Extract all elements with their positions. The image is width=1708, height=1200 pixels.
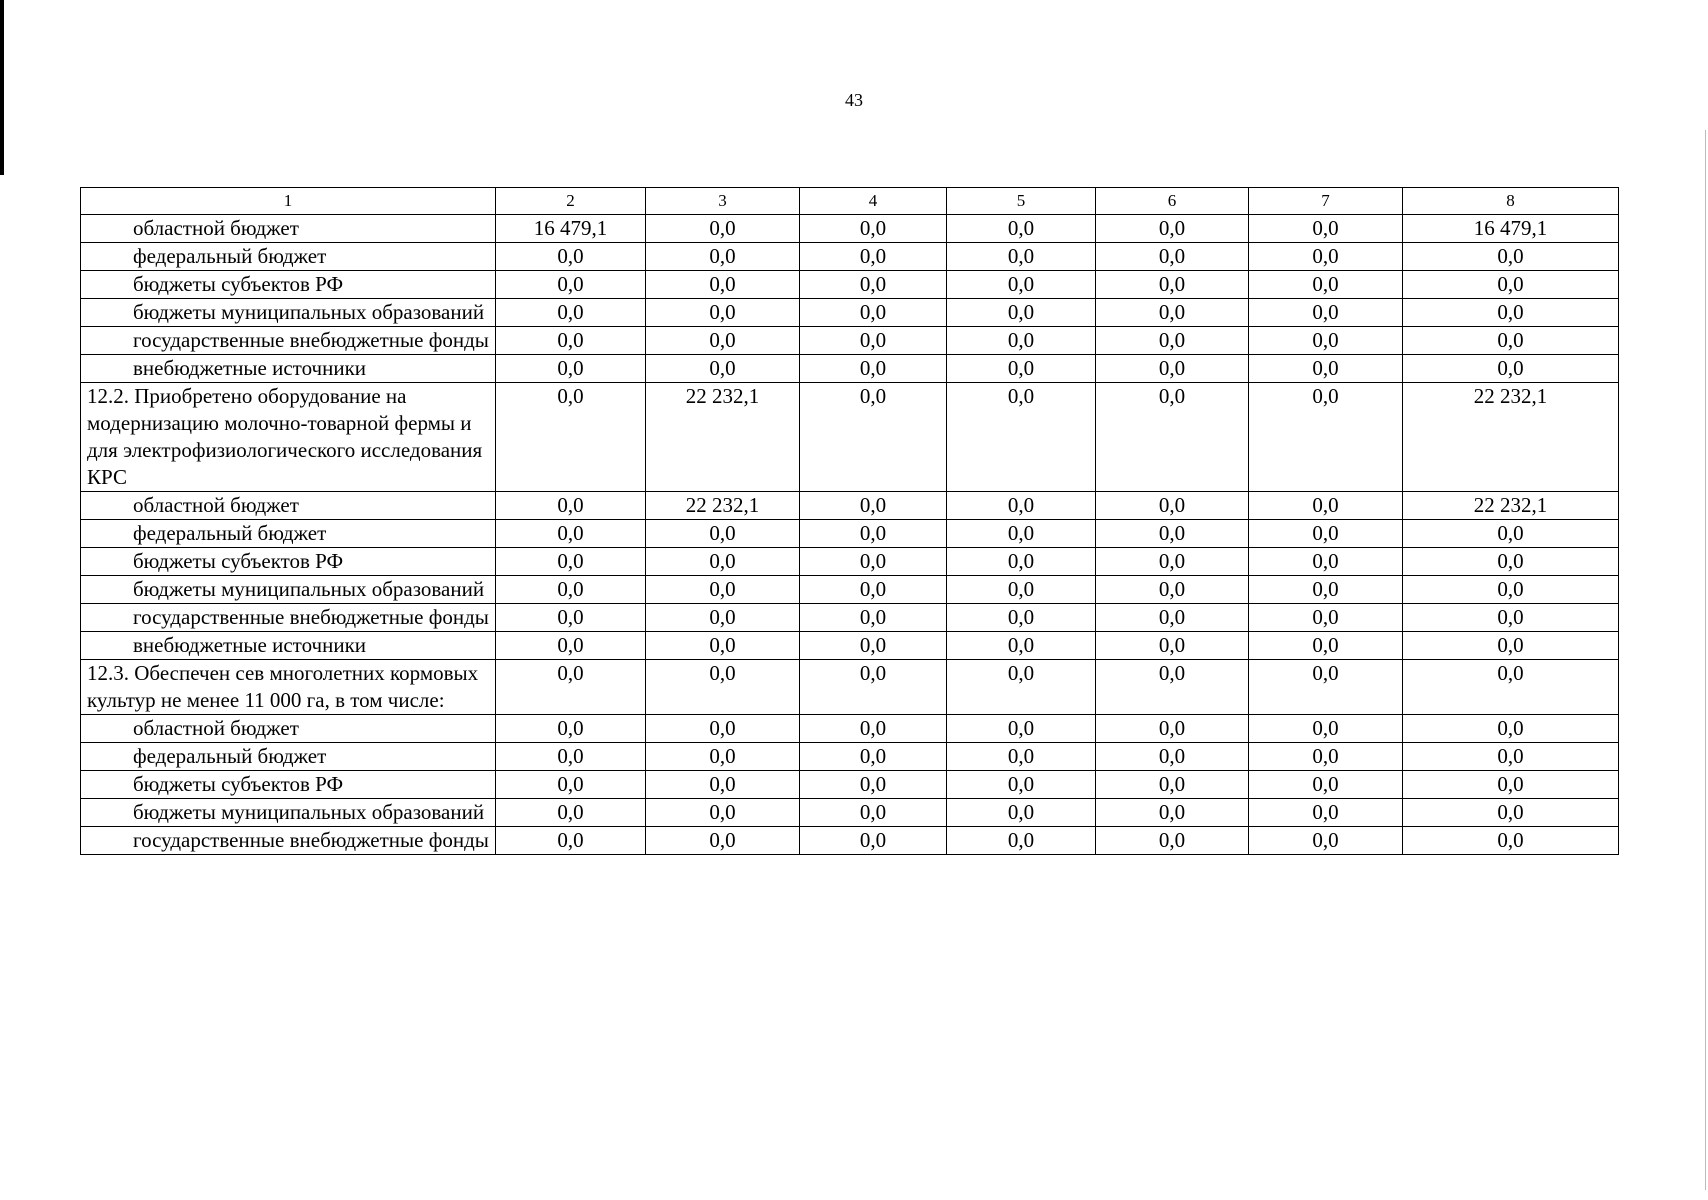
value-cell-col7: 0,0 [1249, 632, 1403, 660]
value-cell-col7: 0,0 [1249, 799, 1403, 827]
value-cell-col5: 0,0 [947, 576, 1096, 604]
row-label-subitem: бюджеты муниципальных образований [81, 299, 496, 327]
value-cell-col8: 0,0 [1403, 520, 1619, 548]
value-cell-col6: 0,0 [1096, 271, 1249, 299]
value-cell-col8: 22 232,1 [1403, 492, 1619, 520]
value-cell-col8: 0,0 [1403, 243, 1619, 271]
value-cell-col4: 0,0 [800, 771, 947, 799]
row-label-subitem: внебюджетные источники [81, 632, 496, 660]
value-cell-col6: 0,0 [1096, 576, 1249, 604]
row-label-subitem: областной бюджет [81, 492, 496, 520]
table-row [81, 520, 1619, 548]
value-cell-col5: 0,0 [947, 660, 1096, 715]
value-cell-col5: 0,0 [947, 827, 1096, 855]
table-row [81, 548, 1619, 576]
value-cell-col8: 0,0 [1403, 771, 1619, 799]
value-cell-col3: 0,0 [646, 715, 800, 743]
table-row [81, 355, 1619, 383]
value-cell-col6: 0,0 [1096, 492, 1249, 520]
table-row [81, 327, 1619, 355]
row-label-subitem: государственные внебюджетные фонды [81, 327, 496, 355]
value-cell-col6: 0,0 [1096, 299, 1249, 327]
table-row [81, 604, 1619, 632]
value-cell-col2: 0,0 [496, 243, 646, 271]
value-cell-col4: 0,0 [800, 383, 947, 492]
value-cell-col8: 0,0 [1403, 327, 1619, 355]
page-number: 43 [845, 90, 863, 110]
value-cell-col7: 0,0 [1249, 492, 1403, 520]
table-row [81, 299, 1619, 327]
value-cell-col6: 0,0 [1096, 355, 1249, 383]
value-cell-col3: 22 232,1 [646, 383, 800, 492]
value-cell-col4: 0,0 [800, 743, 947, 771]
value-cell-col7: 0,0 [1249, 215, 1403, 243]
value-cell-col6: 0,0 [1096, 215, 1249, 243]
value-cell-col2: 0,0 [496, 383, 646, 492]
value-cell-col4: 0,0 [800, 548, 947, 576]
table-row [81, 383, 1619, 492]
value-cell-col4: 0,0 [800, 355, 947, 383]
value-cell-col4: 0,0 [800, 632, 947, 660]
value-cell-col8: 0,0 [1403, 604, 1619, 632]
row-label-subitem: федеральный бюджет [81, 743, 496, 771]
value-cell-col3: 0,0 [646, 743, 800, 771]
value-cell-col8: 0,0 [1403, 799, 1619, 827]
budget-table [80, 187, 1619, 855]
value-cell-col8: 0,0 [1403, 271, 1619, 299]
value-cell-col8: 0,0 [1403, 632, 1619, 660]
value-cell-col2: 0,0 [496, 355, 646, 383]
row-label-subitem: государственные внебюджетные фонды [81, 604, 496, 632]
table-row [81, 576, 1619, 604]
value-cell-col4: 0,0 [800, 520, 947, 548]
value-cell-col5: 0,0 [947, 604, 1096, 632]
header-cell: 4 [800, 188, 947, 215]
value-cell-col2: 0,0 [496, 632, 646, 660]
value-cell-col3: 0,0 [646, 771, 800, 799]
row-label-subitem: бюджеты субъектов РФ [81, 548, 496, 576]
row-label-item: 12.3. Обеспечен сев многолетних кормовых культур не менее 11 000 га, в том числе: [81, 660, 496, 715]
value-cell-col3: 0,0 [646, 660, 800, 715]
table-row [81, 243, 1619, 271]
value-cell-col2: 0,0 [496, 604, 646, 632]
row-label-subitem: бюджеты субъектов РФ [81, 771, 496, 799]
value-cell-col7: 0,0 [1249, 604, 1403, 632]
value-cell-col5: 0,0 [947, 632, 1096, 660]
value-cell-col5: 0,0 [947, 799, 1096, 827]
table-row [81, 660, 1619, 715]
table-row [81, 827, 1619, 855]
value-cell-col6: 0,0 [1096, 771, 1249, 799]
value-cell-col4: 0,0 [800, 271, 947, 299]
value-cell-col3: 0,0 [646, 271, 800, 299]
value-cell-col5: 0,0 [947, 383, 1096, 492]
value-cell-col3: 0,0 [646, 520, 800, 548]
value-cell-col3: 0,0 [646, 576, 800, 604]
value-cell-col6: 0,0 [1096, 604, 1249, 632]
value-cell-col7: 0,0 [1249, 271, 1403, 299]
value-cell-col6: 0,0 [1096, 243, 1249, 271]
table-row [81, 215, 1619, 243]
row-label-subitem: федеральный бюджет [81, 520, 496, 548]
value-cell-col8: 0,0 [1403, 355, 1619, 383]
value-cell-col3: 0,0 [646, 548, 800, 576]
value-cell-col6: 0,0 [1096, 743, 1249, 771]
value-cell-col8: 16 479,1 [1403, 215, 1619, 243]
value-cell-col6: 0,0 [1096, 548, 1249, 576]
value-cell-col5: 0,0 [947, 715, 1096, 743]
row-label-subitem: внебюджетные источники [81, 355, 496, 383]
value-cell-col7: 0,0 [1249, 576, 1403, 604]
value-cell-col5: 0,0 [947, 215, 1096, 243]
value-cell-col4: 0,0 [800, 243, 947, 271]
row-label-item: 12.2. Приобретено оборудование на модернизацию молочно-товарной фермы и для электрофизиологического исследования КРС [81, 383, 496, 492]
value-cell-col4: 0,0 [800, 215, 947, 243]
value-cell-col8: 22 232,1 [1403, 383, 1619, 492]
value-cell-col3: 0,0 [646, 355, 800, 383]
table-row [81, 799, 1619, 827]
header-cell: 1 [81, 188, 496, 215]
row-label-subitem: государственные внебюджетные фонды [81, 827, 496, 855]
value-cell-col3: 22 232,1 [646, 492, 800, 520]
value-cell-col7: 0,0 [1249, 299, 1403, 327]
value-cell-col7: 0,0 [1249, 520, 1403, 548]
scan-edge-line [1705, 130, 1706, 1190]
value-cell-col2: 0,0 [496, 492, 646, 520]
value-cell-col6: 0,0 [1096, 660, 1249, 715]
row-label-subitem: федеральный бюджет [81, 243, 496, 271]
value-cell-col8: 0,0 [1403, 743, 1619, 771]
table-header-row [81, 188, 1619, 215]
value-cell-col4: 0,0 [800, 715, 947, 743]
value-cell-col3: 0,0 [646, 604, 800, 632]
value-cell-col4: 0,0 [800, 492, 947, 520]
value-cell-col5: 0,0 [947, 548, 1096, 576]
value-cell-col2: 0,0 [496, 660, 646, 715]
value-cell-col5: 0,0 [947, 771, 1096, 799]
value-cell-col3: 0,0 [646, 243, 800, 271]
value-cell-col8: 0,0 [1403, 576, 1619, 604]
value-cell-col2: 0,0 [496, 827, 646, 855]
value-cell-col3: 0,0 [646, 827, 800, 855]
header-cell: 8 [1403, 188, 1619, 215]
value-cell-col4: 0,0 [800, 799, 947, 827]
header-cell: 2 [496, 188, 646, 215]
value-cell-col4: 0,0 [800, 604, 947, 632]
value-cell-col2: 0,0 [496, 327, 646, 355]
value-cell-col5: 0,0 [947, 299, 1096, 327]
value-cell-col8: 0,0 [1403, 827, 1619, 855]
value-cell-col2: 0,0 [496, 548, 646, 576]
value-cell-col7: 0,0 [1249, 243, 1403, 271]
value-cell-col8: 0,0 [1403, 548, 1619, 576]
table-row [81, 632, 1619, 660]
header-cell: 6 [1096, 188, 1249, 215]
value-cell-col7: 0,0 [1249, 327, 1403, 355]
value-cell-col4: 0,0 [800, 660, 947, 715]
value-cell-col2: 0,0 [496, 271, 646, 299]
value-cell-col6: 0,0 [1096, 715, 1249, 743]
value-cell-col5: 0,0 [947, 271, 1096, 299]
value-cell-col2: 16 479,1 [496, 215, 646, 243]
scan-edge-bar [0, 0, 4, 175]
value-cell-col2: 0,0 [496, 715, 646, 743]
table-row [81, 715, 1619, 743]
value-cell-col5: 0,0 [947, 520, 1096, 548]
value-cell-col6: 0,0 [1096, 799, 1249, 827]
value-cell-col3: 0,0 [646, 299, 800, 327]
value-cell-col2: 0,0 [496, 299, 646, 327]
row-label-subitem: бюджеты муниципальных образований [81, 799, 496, 827]
header-cell: 5 [947, 188, 1096, 215]
value-cell-col2: 0,0 [496, 771, 646, 799]
value-cell-col4: 0,0 [800, 576, 947, 604]
value-cell-col4: 0,0 [800, 827, 947, 855]
value-cell-col7: 0,0 [1249, 771, 1403, 799]
value-cell-col7: 0,0 [1249, 355, 1403, 383]
value-cell-col7: 0,0 [1249, 383, 1403, 492]
value-cell-col6: 0,0 [1096, 827, 1249, 855]
row-label-subitem: бюджеты субъектов РФ [81, 271, 496, 299]
value-cell-col5: 0,0 [947, 327, 1096, 355]
value-cell-col3: 0,0 [646, 327, 800, 355]
value-cell-col4: 0,0 [800, 299, 947, 327]
row-label-subitem: областной бюджет [81, 215, 496, 243]
value-cell-col2: 0,0 [496, 520, 646, 548]
table-row [81, 771, 1619, 799]
value-cell-col7: 0,0 [1249, 715, 1403, 743]
header-cell: 7 [1249, 188, 1403, 215]
row-label-subitem: областной бюджет [81, 715, 496, 743]
value-cell-col2: 0,0 [496, 799, 646, 827]
header-cell: 3 [646, 188, 800, 215]
value-cell-col3: 0,0 [646, 799, 800, 827]
value-cell-col8: 0,0 [1403, 299, 1619, 327]
value-cell-col7: 0,0 [1249, 660, 1403, 715]
value-cell-col7: 0,0 [1249, 827, 1403, 855]
value-cell-col6: 0,0 [1096, 327, 1249, 355]
value-cell-col5: 0,0 [947, 492, 1096, 520]
table-row [81, 743, 1619, 771]
table-row [81, 492, 1619, 520]
value-cell-col7: 0,0 [1249, 743, 1403, 771]
value-cell-col6: 0,0 [1096, 520, 1249, 548]
value-cell-col5: 0,0 [947, 355, 1096, 383]
value-cell-col3: 0,0 [646, 215, 800, 243]
value-cell-col8: 0,0 [1403, 715, 1619, 743]
row-label-subitem: бюджеты муниципальных образований [81, 576, 496, 604]
value-cell-col2: 0,0 [496, 743, 646, 771]
value-cell-col6: 0,0 [1096, 383, 1249, 492]
value-cell-col7: 0,0 [1249, 548, 1403, 576]
value-cell-col4: 0,0 [800, 327, 947, 355]
value-cell-col2: 0,0 [496, 576, 646, 604]
value-cell-col5: 0,0 [947, 743, 1096, 771]
value-cell-col3: 0,0 [646, 632, 800, 660]
value-cell-col5: 0,0 [947, 243, 1096, 271]
table-body [81, 188, 1619, 855]
table-row [81, 271, 1619, 299]
value-cell-col6: 0,0 [1096, 632, 1249, 660]
value-cell-col8: 0,0 [1403, 660, 1619, 715]
